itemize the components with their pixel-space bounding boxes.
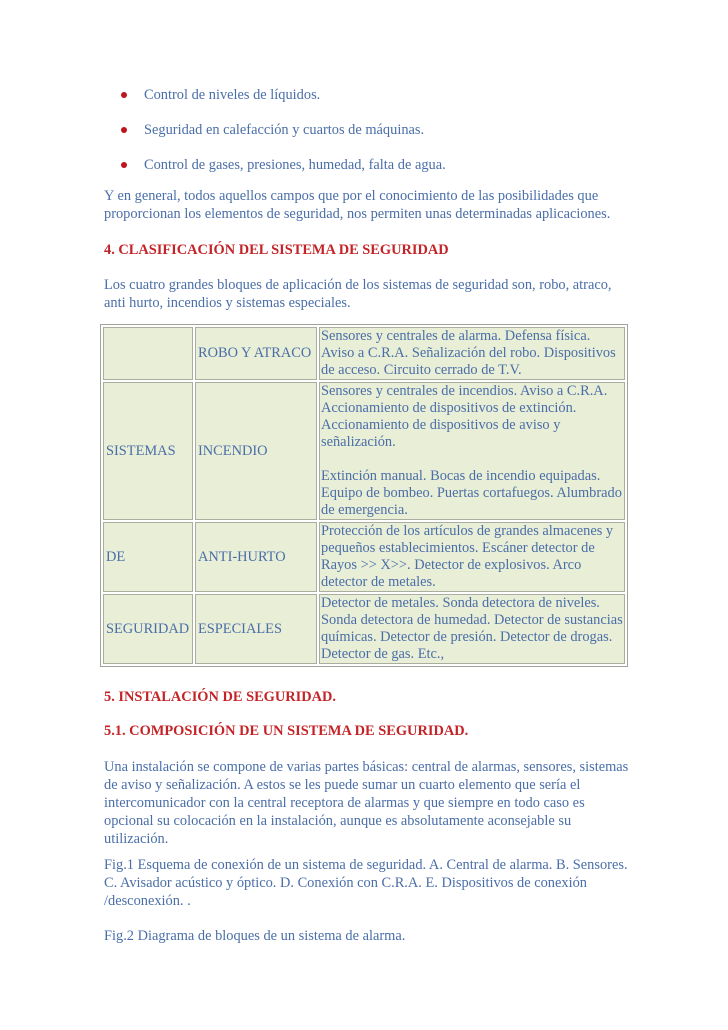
bullet-list [104, 86, 664, 191]
incendio-extra-description: Extinción manual. Bocas de incendio equipadas. Equipo de bombeo. Puertas cortafuegos. Alumbrado de emergencia. [321, 468, 622, 518]
intro-paragraph: Y en general, todos aquellos campos que por el conocimiento de las posibilidades que proporcionan los elementos de seguridad, nos permiten unas determinadas aplicaciones. [104, 188, 611, 222]
table-cell: ESPECIALES [195, 594, 317, 664]
list-item [104, 156, 664, 191]
list-item-text: Control de niveles de líquidos. [144, 87, 321, 103]
table-cell [103, 327, 193, 380]
section-4-heading: 4. CLASIFICACIÓN DEL SISTEMA DE SEGURIDAD [104, 242, 449, 258]
table-row [103, 382, 625, 520]
security-systems-table [100, 324, 628, 667]
table-row [103, 522, 625, 592]
table-row [103, 327, 625, 380]
list-item-text: Seguridad en calefacción y cuartos de máquinas. [144, 122, 425, 138]
list-item-text: Control de gases, presiones, humedad, falta de agua. [144, 157, 446, 173]
list-item [104, 86, 664, 121]
figure-1-caption: Fig.1 Esquema de conexión de un sistema de seguridad. A. Central de alarma. B. Sensores. C. Avisador acústico y óptico. D. Conexión con C.R.A. E. Dispositivos de conexión /desconexión. . [104, 857, 628, 909]
section-5-heading: 5. INSTALACIÓN DE SEGURIDAD. [104, 689, 337, 705]
table-cell: SEGURIDAD [103, 594, 193, 664]
section-5-1-paragraph: Una instalación se compone de varias partes básicas: central de alarmas, sensores, sistemas de aviso y señalización. A estos se les puede sumar un cuarto elemento que sería el intercomunicador con la central receptora de alarmas y que siempre en todo caso es opcional su colocación en la instalación, aunque es absolutamente aconsejable su utilización. [104, 759, 629, 847]
table-row [103, 594, 625, 664]
table-cell: Sensores y centrales de alarma. Defensa física. Aviso a C.R.A. Señalización del robo. Dispositivos de acceso. Circuito cerrado de T.V. [319, 327, 625, 380]
bullet-icon [121, 162, 127, 168]
table-cell: ANTI-HURTO [195, 522, 317, 592]
incendio-description: Sensores y centrales de incendios. Aviso a C.R.A. Accionamiento de dispositivos de extinción. Accionamiento de dispositivos de aviso y señalización. [321, 383, 608, 450]
list-item [104, 121, 664, 156]
table-cell: INCENDIO [195, 382, 317, 520]
figure-2-caption: Fig.2 Diagrama de bloques de un sistema de alarma. [104, 928, 406, 944]
table-cell: SISTEMAS [103, 382, 193, 520]
table-cell: ROBO Y ATRACO [195, 327, 317, 380]
table-cell: Detector de metales. Sonda detectora de niveles. Sonda detectora de humedad. Detector de sustancias químicas. Detector de presión. Detector de drogas. Detector de gas. Etc., [319, 594, 625, 664]
section-5-1-heading: 5.1. COMPOSICIÓN DE UN SISTEMA DE SEGURIDAD. [104, 723, 469, 739]
bullet-icon [121, 92, 127, 98]
table-cell [319, 382, 625, 520]
bullet-icon [121, 127, 127, 133]
table-cell: DE [103, 522, 193, 592]
section-4-paragraph: Los cuatro grandes bloques de aplicación de los sistemas de seguridad son, robo, atraco, anti hurto, incendios y sistemas especiales. [104, 277, 612, 311]
table-cell: Protección de los artículos de grandes almacenes y pequeños establecimientos. Escáner detector de Rayos >> X>>. Detector de explosivos. Arco detector de metales. [319, 522, 625, 592]
